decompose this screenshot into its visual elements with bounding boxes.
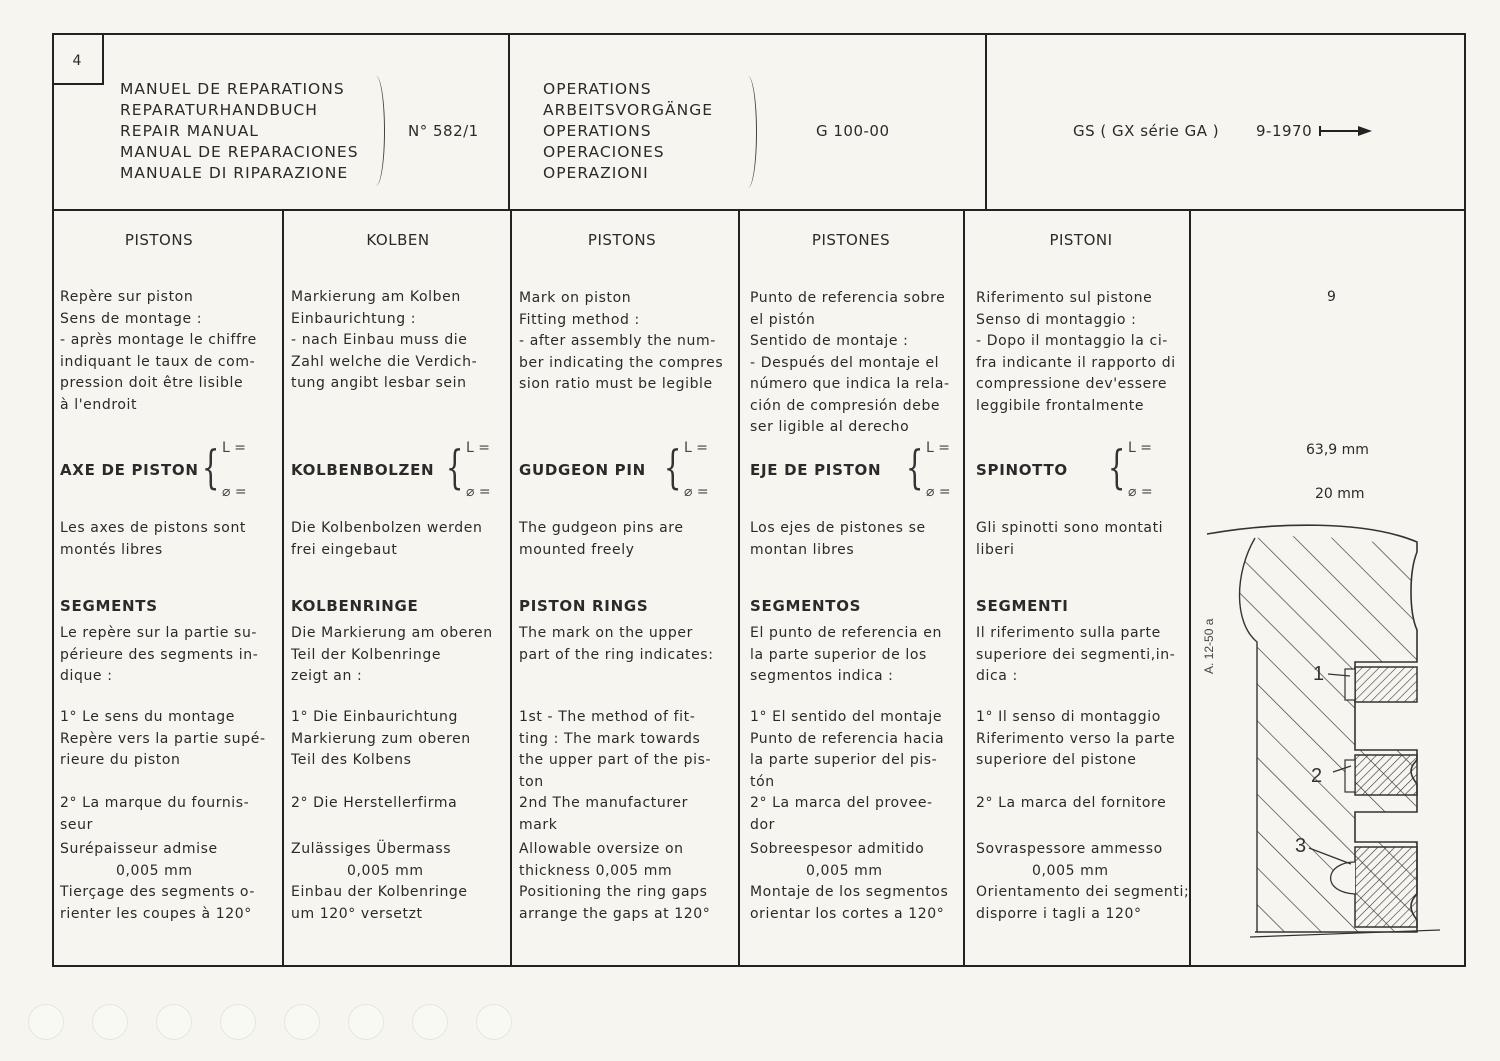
first-marking-line: Markierung zum oberen <box>291 730 471 747</box>
rings-intro-line: Le repère sur la partie su- <box>60 625 258 641</box>
brace-icon: { <box>1107 440 1126 494</box>
marking-text-line: el pistón <box>750 311 816 328</box>
marking-text-line: - après montage le chiffre <box>60 332 257 348</box>
first-marking-line: superiore del pistone <box>976 752 1137 768</box>
pin-text <box>291 518 482 561</box>
operation-titles <box>543 79 713 184</box>
marking-text-line: tung angibt lesbar sein <box>291 375 467 391</box>
first-marking-line: Riferimento verso la parte <box>976 730 1176 747</box>
marking-text <box>750 288 950 439</box>
rings-intro-line: zeigt an : <box>291 668 363 684</box>
marking-text <box>519 288 723 396</box>
col-sep <box>963 209 965 967</box>
oversize-text-line: 0,005 mm <box>116 862 193 879</box>
marking-text-line: compressione dev'essere <box>976 376 1168 392</box>
first-marking <box>750 707 944 793</box>
rings-intro-line: superiore dei segmenti,in- <box>976 646 1176 663</box>
brace-icon: { <box>445 440 464 494</box>
marking-text-line: sion ratio must be legible <box>519 376 713 392</box>
pin-text-line: Die Kolbenbolzen werden <box>291 520 483 536</box>
pin-text <box>60 518 246 561</box>
first-marking-line: 1° Le sens du montage <box>60 709 235 725</box>
marking-text-line: fra indicante il rapporto di <box>976 354 1176 371</box>
manual-title: MANUALE DI RIPARAZIONE <box>120 164 349 182</box>
first-marking-line: rieure du piston <box>60 752 181 768</box>
marking-text-line: ser ligible al derecho <box>750 419 910 435</box>
second-marking-line: dor <box>750 816 776 833</box>
operation-code: G 100-00 <box>816 122 890 140</box>
marking-text-line: Fitting method : <box>519 311 640 328</box>
brace-icon: { <box>201 440 220 494</box>
pin-text-line: liberi <box>976 541 1015 558</box>
rings-intro <box>976 623 1175 688</box>
marking-text-line: - after assembly the num- <box>519 333 716 349</box>
manual-number: N° 582/1 <box>408 122 479 140</box>
oversize-text <box>976 839 1189 925</box>
oversize-text-line: rienter les coupes à 120° <box>60 905 252 922</box>
model: GS ( GX série GA ) <box>1073 122 1220 140</box>
column-title: PISTONS <box>124 231 194 249</box>
rings-intro <box>750 623 942 688</box>
manual-titles <box>120 79 359 184</box>
marking-text-line: ber indicating the compres <box>519 354 724 371</box>
pin-text-line: Gli spinotti sono montati <box>976 520 1164 536</box>
second-marking <box>976 793 1166 815</box>
rings-intro <box>291 623 493 688</box>
pin-label: SPINOTTO <box>976 461 1068 479</box>
rings-intro-line: périeure des segments in- <box>60 646 259 663</box>
compression-ratio: 9 <box>1327 289 1336 305</box>
marking-text-line: - nach Einbau muss die <box>291 332 468 348</box>
col-sep <box>510 209 512 967</box>
oversize-text-line: arrange the gaps at 120° <box>519 905 711 922</box>
oversize-text-line: Einbau der Kolbenringe <box>291 884 468 900</box>
marking-text-line: - Después del montaje el <box>750 354 940 371</box>
rings-intro-line: Il riferimento sulla parte <box>976 625 1161 641</box>
second-marking-line: mark <box>519 816 558 833</box>
oversize-text-line: Zulässiges Übermass <box>291 841 452 857</box>
marking-text-line: Repère sur piston <box>60 289 194 305</box>
manual-title: MANUAL DE REPARACIONES <box>120 143 359 161</box>
marking-text-line: à l'endroit <box>60 396 138 413</box>
piston-ring-diagram <box>1195 512 1455 952</box>
pin-text-line: frei eingebaut <box>291 541 398 558</box>
oversize-text-line: Surépaisseur admise <box>60 841 218 857</box>
rings-intro <box>519 623 714 666</box>
first-marking-line: Punto de referencia hacia <box>750 730 945 747</box>
oversize-text-line: disporre i tagli a 120° <box>976 905 1142 922</box>
marking-text-line: Sentido de montaje : <box>750 333 909 349</box>
second-marking-line: 2° Die Herstellerfirma <box>291 795 458 811</box>
oversize-text-line: um 120° versetzt <box>291 905 423 922</box>
oversize-text-line: orientar los cortes a 120° <box>750 905 945 922</box>
marking-text <box>60 287 257 416</box>
second-marking <box>60 793 249 836</box>
rings-intro-line: dica : <box>976 668 1018 684</box>
oversize-text-line: Sovraspessore ammesso <box>976 841 1163 857</box>
rings-title: SEGMENTS <box>60 597 158 615</box>
oversize-text-line: 0,005 mm <box>1032 862 1109 879</box>
rings-title: SEGMENTOS <box>750 597 862 615</box>
pin-label: AXE DE PISTON <box>60 461 199 479</box>
first-marking-line: 1st - The method of fit- <box>519 709 696 725</box>
oversize-text-line: Positioning the ring gaps <box>519 884 708 900</box>
marking-text-line: pression doit être lisible <box>60 375 244 391</box>
first-marking <box>519 707 711 793</box>
pin-text-line: montan libres <box>750 541 855 558</box>
rings-intro-line: The mark on the upper <box>519 625 693 641</box>
column-title: PISTONI <box>1049 231 1113 249</box>
second-marking-line: 2° La marca del provee- <box>750 795 933 811</box>
marking-text-line: - Dopo il montaggio la ci- <box>976 333 1168 349</box>
marking-text-line: Zahl welche die Verdich- <box>291 353 478 370</box>
rings-intro-line: la parte superior de los <box>750 646 927 663</box>
marking-text-line: Senso di montaggio : <box>976 311 1137 328</box>
pin-label: KOLBENBOLZEN <box>291 461 435 479</box>
column-title: PISTONES <box>811 231 891 249</box>
operation-title: OPERATIONS <box>543 80 652 98</box>
pin-label: GUDGEON PIN <box>519 461 646 479</box>
operation-title: OPERATIONS <box>543 122 652 140</box>
rings-title: PISTON RINGS <box>519 597 649 615</box>
oversize-text-line: Orientamento dei segmenti; <box>976 884 1190 900</box>
first-marking-line: the upper part of the pis- <box>519 752 712 768</box>
pin-label: EJE DE PISTON <box>750 461 882 479</box>
rings-intro-line: Die Markierung am oberen <box>291 625 493 641</box>
oversize-text <box>750 839 948 925</box>
manual-title: REPARATURHANDBUCH <box>120 101 318 119</box>
rings-intro-line: part of the ring indicates: <box>519 646 714 663</box>
pin-text-line: The gudgeon pins are <box>519 520 684 536</box>
marking-text-line: indiquant le taux de com- <box>60 353 256 370</box>
marking-text <box>291 287 477 395</box>
marking-text-line: Mark on piston <box>519 290 632 306</box>
brace-icon: { <box>905 440 924 494</box>
pin-text-line: mounted freely <box>519 541 635 558</box>
marking-text-line: Riferimento sul pistone <box>976 290 1153 306</box>
oversize-text-line: Allowable oversize on <box>519 841 684 857</box>
rings-intro-line: Teil der Kolbenringe <box>291 646 442 663</box>
marking-text-line: número que indica la rela- <box>750 376 950 392</box>
marking-text-line: Punto de referencia sobre <box>750 290 946 306</box>
oversize-text-line: Montaje de los segmentos <box>750 884 949 900</box>
pin-text-line: montés libres <box>60 541 163 558</box>
date: 9-1970 <box>1256 122 1313 140</box>
pin-text-line: Les axes de pistons sont <box>60 520 247 536</box>
pin-diameter: 20 mm <box>1315 486 1365 502</box>
oversize-text-line: thickness 0,005 mm <box>519 862 673 879</box>
ring-label: 2 <box>1311 765 1323 787</box>
marking-text <box>976 288 1176 417</box>
manual-title: MANUEL DE REPARATIONS <box>120 80 345 98</box>
pin-text <box>976 518 1163 561</box>
first-marking <box>976 707 1175 772</box>
first-marking-line: 1° El sentido del montaje <box>750 709 943 725</box>
first-marking-line: Teil des Kolbens <box>291 752 412 768</box>
rings-intro-line: segmentos indica : <box>750 668 894 684</box>
pin-text <box>519 518 684 561</box>
rings-intro <box>60 623 258 688</box>
first-marking <box>291 707 471 772</box>
rings-intro-line: El punto de referencia en <box>750 625 942 641</box>
diameter-label: ⌀ = <box>684 484 709 500</box>
brace-icon: { <box>663 440 682 494</box>
col-sep <box>282 209 284 967</box>
second-marking <box>519 793 688 836</box>
oversize-text <box>519 839 710 925</box>
header-sep-2 <box>985 33 987 211</box>
oversize-text-line: Sobreespesor admitido <box>750 841 925 857</box>
marking-text-line: ción de compresión debe <box>750 397 941 414</box>
length-label: L = <box>466 440 490 456</box>
column-title: PISTONS <box>587 231 657 249</box>
pin-text-line: Los ejes de pistones se <box>750 520 926 536</box>
header-divider <box>52 209 1466 211</box>
marking-text-line: Sens de montage : <box>60 310 203 327</box>
first-marking-line: la parte superior del pis- <box>750 752 938 768</box>
ring-label: 1 <box>1313 663 1325 685</box>
marking-text-line: leggibile frontalmente <box>976 397 1145 414</box>
marking-text-line: Markierung am Kolben <box>291 289 461 305</box>
first-marking-line: ton <box>519 773 544 790</box>
diameter-label: ⌀ = <box>466 484 491 500</box>
diameter-label: ⌀ = <box>926 484 951 500</box>
col-sep <box>738 209 740 967</box>
oversize-text-line: 0,005 mm <box>806 862 883 879</box>
page-number: 4 <box>52 33 104 85</box>
first-marking-line: tón <box>750 773 775 790</box>
oversize-text <box>291 839 468 925</box>
diagram-reference: A. 12-50 a <box>1202 618 1216 674</box>
length-label: L = <box>684 440 708 456</box>
header-sep-1 <box>508 33 510 211</box>
arrow-right-icon <box>1318 124 1374 138</box>
second-marking-line: 2° La marque du fournis- <box>60 795 250 811</box>
length-label: L = <box>222 440 246 456</box>
second-marking-line: seur <box>60 816 93 833</box>
pin-length: 63,9 mm <box>1306 442 1369 458</box>
second-marking <box>291 793 457 815</box>
marking-text-line: Einbaurichtung : <box>291 310 417 327</box>
oversize-text-line: 0,005 mm <box>347 862 424 879</box>
operation-title: ARBEITSVORGÄNGE <box>543 101 713 119</box>
rings-title: SEGMENTI <box>976 597 1069 615</box>
second-marking-line: 2nd The manufacturer <box>519 795 688 811</box>
pin-text <box>750 518 926 561</box>
second-marking-line: 2° La marca del fornitore <box>976 795 1167 811</box>
first-marking-line: Repère vers la partie supé- <box>60 730 266 747</box>
length-label: L = <box>1128 440 1152 456</box>
diameter-label: ⌀ = <box>1128 484 1153 500</box>
first-marking-line: 1° Il senso di montaggio <box>976 709 1161 725</box>
first-marking-line: 1° Die Einbaurichtung <box>291 709 458 725</box>
first-marking-line: ting : The mark towards <box>519 730 701 747</box>
oversize-text-line: Tierçage des segments o- <box>60 884 255 900</box>
diameter-label: ⌀ = <box>222 484 247 500</box>
ring-label: 3 <box>1295 835 1307 857</box>
manual-title: REPAIR MANUAL <box>120 122 259 140</box>
column-title: KOLBEN <box>366 231 430 249</box>
rings-intro-line: dique : <box>60 668 113 684</box>
oversize-text <box>60 839 255 925</box>
second-marking <box>750 793 933 836</box>
operation-title: OPERAZIONI <box>543 164 649 182</box>
operation-title: OPERACIONES <box>543 143 665 161</box>
first-marking <box>60 707 266 772</box>
length-label: L = <box>926 440 950 456</box>
rings-title: KOLBENRINGE <box>291 597 419 615</box>
